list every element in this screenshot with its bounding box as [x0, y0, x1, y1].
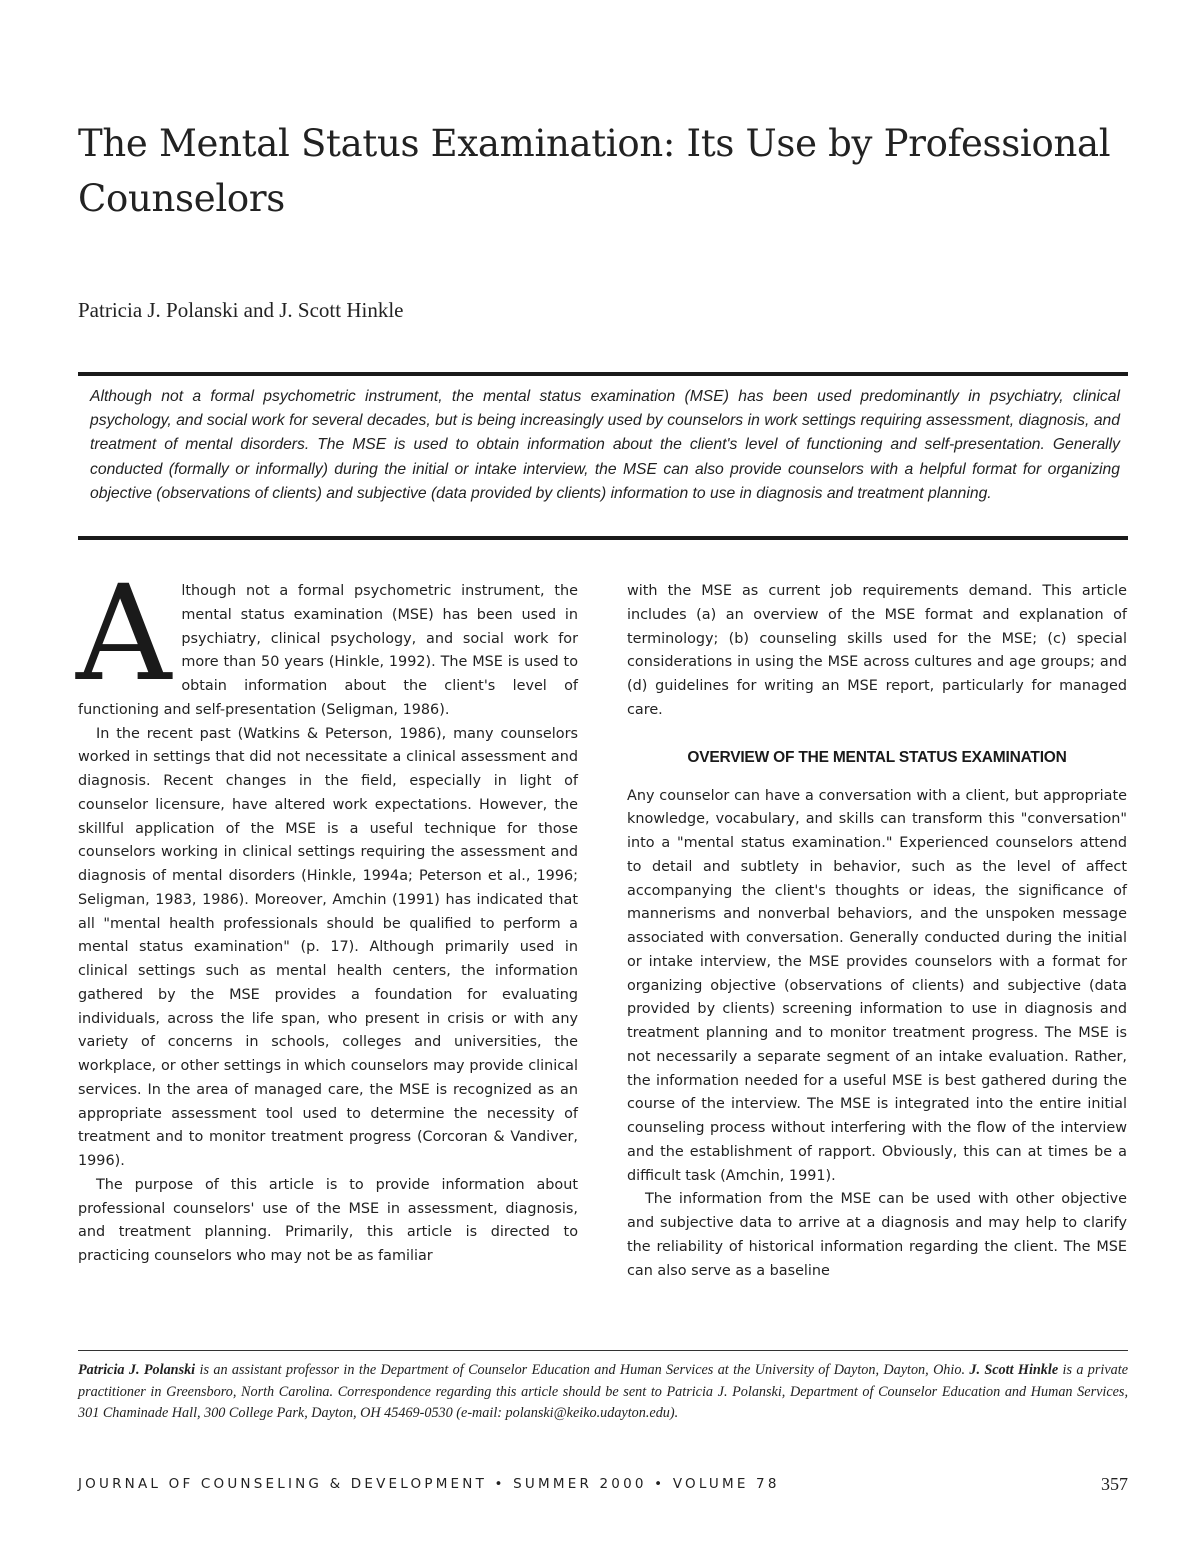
footnote-rule	[78, 1350, 1128, 1351]
footnote-author-1-bio: is an assistant professor in the Department of Counselor Education and Human Services at the University of Dayton, Dayton, Ohio.	[195, 1362, 970, 1378]
section-heading: OVERVIEW OF THE MENTAL STATUS EXAMINATION	[687, 748, 1067, 766]
body-column-left	[76, 557, 578, 1269]
drop-cap: A	[76, 557, 172, 711]
body-paragraph-1	[76, 557, 578, 723]
abstract-top-rule	[78, 372, 1128, 376]
abstract-bottom-rule	[78, 536, 1128, 540]
body-paragraph-3: The purpose of this article is to provide information about professional counselors' use of the MSE in assessment, diagnosis, and treatment planning. Primarily, this article is directed to practicing counselors who may not be as familiar	[78, 1176, 578, 1264]
article-authors: Patricia J. Polanski and J. Scott Hinkle	[78, 298, 404, 322]
footnote-author-2-bio: is a private practitioner in Greensboro, North Carolina. Correspondence regarding this article should be sent to Patricia J. Polanski, Department of Counselor Education and Human Services, 301 Chaminade Hall, 300 College Park, Dayton, OH 45469-0530 (e-mail: polanski@keiko.udayton.edu).	[78, 1362, 1128, 1421]
body-paragraph-4: with the MSE as current job requirements demand. This article includes (a) an overview of the MSE format and explanation of terminology; (b) counseling skills used for the MSE; (c) special considerations in using the MSE across cultures and age groups; and (d) guidelines for writing an MSE report, particularly for managed care.	[627, 583, 1127, 718]
article-title: The Mental Status Examination: Its Use by Professional Counselors	[78, 122, 1111, 220]
page-number: 357	[1101, 1474, 1128, 1494]
journal-footer: JOURNAL OF COUNSELING & DEVELOPMENT • SUMMER 2000 • VOLUME 78	[78, 1476, 780, 1492]
body-paragraph-6: The information from the MSE can be used with other objective and subjective data to arrive at a diagnosis and may help to clarify the reliability of historical information regarding the client. The MSE can also serve as a baseline	[627, 1191, 1127, 1279]
footnote-author-1: Patricia J. Polanski	[78, 1362, 196, 1378]
author-footnote	[78, 1360, 1128, 1425]
body-paragraph-5: Any counselor can have a conversation with a client, but appropriate knowledge, vocabulary, and skills can transform this "conversation" into a "mental status examination." Experienced counselors attend to detail and subtlety in behavior, such as the level of affect accompanying the client's thoughts or ideas, the significance of mannerisms and nonverbal behaviors, and the unspoken message associated with conversation. Generally conducted during the initial or intake interview, the MSE provides counselors with a format for organizing objective (observations of clients) and subjective (data provided by clients) screening information to use in diagnosis and treatment planning and to monitor treatment progress. The MSE is not necessarily a separate segment of an intake evaluation. Rather, the information needed for a useful MSE is best gathered during the course of the interview. The MSE is integrated into the entire initial counseling process without interfering with the flow of the interview and the establishment of rapport. Obviously, this can at times be a difficult task (Amchin, 1991).	[627, 787, 1127, 1184]
body-paragraph-1-text: lthough not a formal psychometric instrument, the mental status examination (MSE) has been used in psychiatry, clinical psychology, and social work for more than 50 years (Hinkle, 1992). The MSE is used to obtain information about the client's level of functioning and self-presentation (Seligman, 1986).	[78, 583, 578, 718]
body-paragraph-2: In the recent past (Watkins & Peterson, 1986), many counselors worked in settings that did not necessitate a clinical assessment and diagnosis. Recent changes in the field, especially in light of counselor licensure, have altered work expectations. However, the skillful application of the MSE is a useful technique for those counselors working in clinical settings requiring the assessment and diagnosis of mental disorders (Hinkle, 1994a; Peterson et al., 1996; Seligman, 1983, 1986). Moreover, Amchin (1991) has indicated that all "mental health professionals should be qualified to perform a mental status examination" (p. 17). Although primarily used in clinical settings such as mental health centers, the information gathered by the MSE provides a foundation for evaluating individuals, across the life span, who present in crisis or with any variety of concerns in schools, colleges and universities, the workplace, or other settings in which counselors may provide clinical services. In the area of managed care, the MSE is recognized as an appropriate assessment tool used to determine the necessity of treatment and to monitor treatment progress (Corcoran & Vandiver, 1996).	[78, 725, 578, 1169]
footnote-author-2: J. Scott Hinkle	[969, 1362, 1059, 1378]
article-abstract: Although not a formal psychometric instrument, the mental status examination (MSE) has been used predominantly in psychiatry, clinical psychology, and social work for several decades, but is being increasingly used by counselors in work settings requiring assessment, diagnosis, and treatment of mental disorders. The MSE is used to obtain information about the client's level of functioning and self-presentation. Generally conducted (formally or informally) during the initial or intake interview, the MSE can also provide counselors with a helpful format for organizing objective (observations of clients) and subjective (data provided by clients) information to use in diagnosis and treatment planning.	[90, 388, 1120, 502]
body-column-right	[627, 580, 1127, 1283]
